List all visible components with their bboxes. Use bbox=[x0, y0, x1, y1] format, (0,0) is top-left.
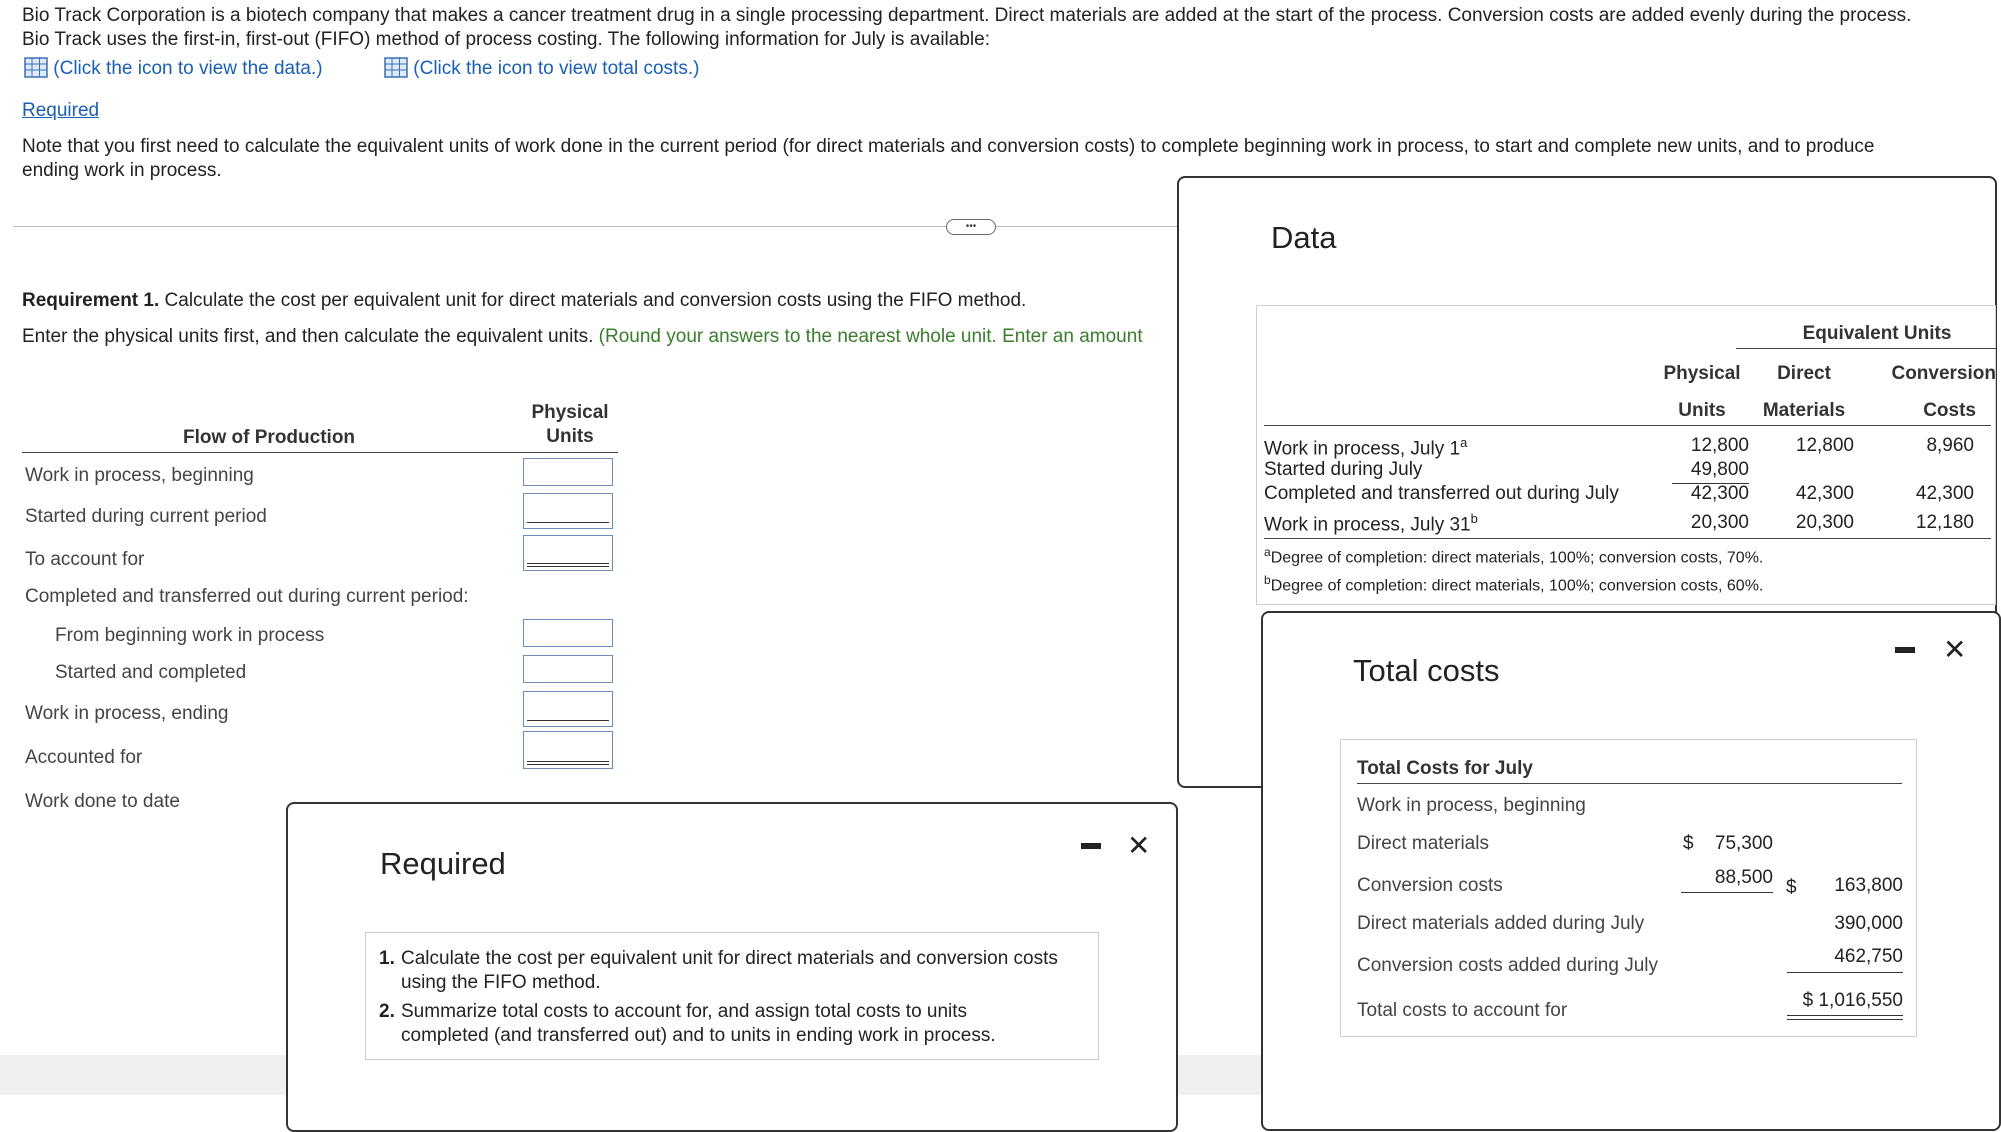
total-costs-popup bbox=[1261, 611, 2001, 1131]
required-item-2-num: 2. bbox=[379, 1001, 395, 1022]
row-started-current: Started during current period bbox=[25, 506, 267, 527]
row-accounted-for: Accounted for bbox=[25, 747, 143, 768]
view-data-link-text[interactable]: (Click the icon to view the data.) bbox=[53, 58, 323, 79]
data-row-completed-july: Completed and transferred out during July bbox=[1264, 483, 1619, 504]
tc-total-rule-2 bbox=[1787, 1019, 1903, 1020]
row-wip-ending: Work in process, ending bbox=[25, 703, 229, 724]
physical-col-header-2: Units bbox=[1678, 400, 1726, 421]
data-cell: 8,960 bbox=[1926, 435, 1974, 456]
accounted-for-input[interactable] bbox=[523, 731, 613, 769]
tc-dm-dollar: $ bbox=[1683, 833, 1694, 854]
data-row-label: Work in process, July 31 bbox=[1264, 514, 1471, 536]
tc-total-label: Total costs to account for bbox=[1357, 1000, 1568, 1021]
data-cell: 20,300 bbox=[1690, 512, 1749, 533]
close-button[interactable]: ✕ bbox=[1943, 634, 1967, 665]
required-popup-title: Required bbox=[380, 846, 506, 881]
tc-sub-value: 163,800 bbox=[1834, 875, 1903, 896]
tc-dm-added-value: 390,000 bbox=[1834, 913, 1903, 934]
row-completed-header: Completed and transferred out during current period: bbox=[25, 586, 469, 607]
footnote-mark: a bbox=[1460, 435, 1468, 450]
tc-cc-value: 88,500 bbox=[1714, 867, 1773, 888]
row-from-beginning-wip: From beginning work in process bbox=[55, 625, 325, 646]
equiv-units-rule bbox=[1736, 348, 1996, 349]
minimize-button[interactable] bbox=[1081, 843, 1101, 849]
cc-col-header-2: Costs bbox=[1923, 400, 1976, 421]
footnote-a bbox=[1264, 542, 1763, 568]
started-completed-input[interactable] bbox=[523, 655, 613, 683]
wip-ending-input[interactable] bbox=[523, 691, 613, 727]
tc-dm-added-label: Direct materials added during July bbox=[1357, 913, 1645, 934]
cc-col-header-1: Conversion bbox=[1891, 363, 1996, 384]
tc-dm-label: Direct materials bbox=[1357, 833, 1489, 854]
data-row-label: Work in process, July 1 bbox=[1264, 438, 1461, 460]
flow-header-label: Flow of Production bbox=[183, 427, 356, 448]
row-to-account-for: To account for bbox=[25, 549, 145, 570]
required-item-1-line-2: using the FIFO method. bbox=[401, 972, 601, 993]
wip-beginning-units-input[interactable] bbox=[523, 458, 613, 486]
dm-col-header-1: Direct bbox=[1777, 363, 1831, 384]
started-units-input[interactable] bbox=[523, 493, 613, 529]
table-icon[interactable] bbox=[384, 57, 408, 78]
dm-col-header-2: Materials bbox=[1762, 400, 1846, 421]
tc-cc-added-value: 462,750 bbox=[1834, 946, 1903, 967]
data-cell: 12,800 bbox=[1690, 435, 1749, 456]
instructions-text: Enter the physical units first, and then calculate the equivalent units. bbox=[22, 326, 599, 347]
required-item-1-line-1: Calculate the cost per equivalent unit for direct materials and conversion costs bbox=[401, 948, 1058, 969]
expand-ellipsis-button[interactable]: ••• bbox=[946, 219, 996, 235]
data-cell: 12,180 bbox=[1915, 512, 1974, 533]
view-data-link[interactable] bbox=[24, 57, 323, 81]
tc-cc-label: Conversion costs bbox=[1357, 875, 1503, 896]
total-costs-table-title: Total Costs for July bbox=[1357, 758, 1533, 779]
total-costs-popup-title: Total costs bbox=[1353, 653, 1500, 688]
data-bottom-rule bbox=[1264, 538, 1991, 539]
data-cell: 42,300 bbox=[1915, 483, 1974, 504]
total-costs-header-rule bbox=[1357, 783, 1902, 784]
minimize-button[interactable] bbox=[1895, 647, 1915, 653]
footnote-a-text: Degree of completion: direct materials, 100%; conversion costs, 70%. bbox=[1270, 549, 1764, 567]
tc-dm-value: 75,300 bbox=[1714, 833, 1773, 854]
physical-units-header-2: Units bbox=[546, 426, 594, 447]
flow-header-rule bbox=[22, 452, 618, 453]
intro-line-1: Bio Track Corporation is a biotech company that makes a cancer treatment drug in a single processing department. Direct materials are added at the start of the process. Conversion costs are added evenly during the process. bbox=[22, 5, 1912, 26]
requirement-1-instructions bbox=[22, 325, 1143, 349]
requirement-1-text bbox=[22, 289, 1026, 313]
row-started-completed: Started and completed bbox=[55, 662, 247, 683]
required-item-2-line-2: completed (and transferred out) and to units in ending work in process. bbox=[401, 1025, 996, 1046]
row-work-done-to-date: Work done to date bbox=[25, 791, 180, 812]
tc-sub-dollar: $ bbox=[1786, 877, 1797, 898]
tc-total-value: $ 1,016,550 bbox=[1802, 990, 1903, 1011]
equiv-units-header: Equivalent Units bbox=[1802, 323, 1952, 344]
from-beginning-wip-input[interactable] bbox=[523, 619, 613, 647]
table-icon[interactable] bbox=[24, 57, 48, 78]
data-header-rule bbox=[1264, 425, 1991, 426]
note-line-2: ending work in process. bbox=[22, 160, 222, 181]
footnote-mark: b bbox=[1470, 511, 1478, 526]
tc-cc-added-label: Conversion costs added during July bbox=[1357, 955, 1659, 976]
physical-units-header-1: Physical bbox=[531, 402, 609, 423]
data-cell: 42,300 bbox=[1690, 483, 1749, 504]
data-cell: 12,800 bbox=[1795, 435, 1854, 456]
close-button[interactable]: ✕ bbox=[1127, 830, 1151, 861]
required-item-2-line-1: Summarize total costs to account for, and assign total costs to units bbox=[401, 1001, 968, 1022]
section-divider bbox=[13, 226, 1178, 227]
tc-total-rule-1 bbox=[1787, 1015, 1903, 1016]
view-costs-link-text[interactable]: (Click the icon to view total costs.) bbox=[413, 58, 700, 79]
data-cell: 42,300 bbox=[1795, 483, 1854, 504]
rounding-hint: (Round your answers to the nearest whole unit. Enter an amount bbox=[598, 326, 1143, 347]
row-wip-beginning: Work in process, beginning bbox=[25, 465, 254, 486]
required-popup bbox=[286, 802, 1178, 1132]
data-cell: 49,800 bbox=[1690, 459, 1749, 480]
footnote-a-mark: a bbox=[1264, 545, 1271, 559]
physical-col-header-1: Physical bbox=[1663, 363, 1741, 384]
required-item-1-num: 1. bbox=[379, 948, 395, 969]
to-account-for-input[interactable] bbox=[523, 535, 613, 571]
data-row-started-july: Started during July bbox=[1264, 459, 1423, 480]
data-row-wip-july31 bbox=[1264, 507, 1478, 537]
requirement-1-desc: Calculate the cost per equivalent unit for direct materials and conversion costs using the FIFO method. bbox=[159, 290, 1027, 311]
tc-cc-added-rule bbox=[1787, 972, 1903, 973]
view-costs-link[interactable] bbox=[384, 57, 699, 81]
footnote-b-mark: b bbox=[1264, 573, 1271, 587]
intro-line-2: Bio Track uses the first-in, first-out (FIFO) method of process costing. The following information for July is available: bbox=[22, 29, 990, 50]
footnote-b bbox=[1264, 570, 1763, 596]
data-row-wip-july1 bbox=[1264, 431, 1467, 461]
required-link[interactable]: Required bbox=[22, 100, 100, 121]
tc-wip-beginning: Work in process, beginning bbox=[1357, 795, 1586, 816]
footnote-b-text: Degree of completion: direct materials, 100%; conversion costs, 60%. bbox=[1270, 577, 1764, 595]
data-popup-title: Data bbox=[1271, 220, 1337, 255]
tc-cc-rule bbox=[1681, 892, 1773, 893]
data-cell: 20,300 bbox=[1795, 512, 1854, 533]
note-line-1: Note that you first need to calculate the equivalent units of work done in the current period (for direct materials and conversion costs) to complete beginning work in process, to start and complete new units, and to produce bbox=[22, 136, 1875, 157]
requirement-1-label: Requirement 1. bbox=[22, 290, 160, 311]
